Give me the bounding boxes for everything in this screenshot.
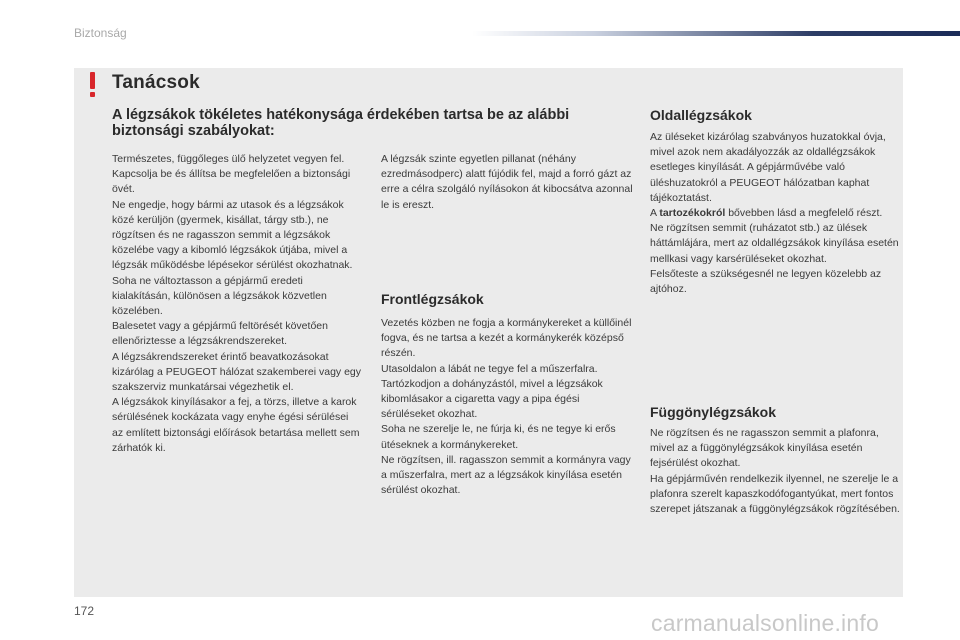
side-airbags-text bbox=[650, 130, 900, 297]
exclamation-bar bbox=[90, 72, 95, 89]
general-rules-text: Természetes, függőleges ülő helyzetet vegyen fel. Kapcsolja be és állítsa be megfelelően a biztonsági övét. Ne engedje, hogy bármi az utasok és a légzsákok közé kerüljön (gyermek, kisállat, tárgy stb.), ne rögzítsen és ne ragasszon semmit a légzsákok közelébe vagy a kibomló légzsákok útjába, mivel a légzsák működésbe lépésekor sérülést okozhatnak. Soha ne változtasson a gépjármű eredeti kialakításán, különösen a légzsákok közvetlen közelében. Balesetet vagy a gépjármű feltörését követően ellenőriztesse a légzsákrendszereket. A légzsákrendszereket érintő beavatkozásokat kizárólag a PEUGEOT hálózat szakemberei vagy egy szakszerviz munkatársai végezhetik el. A légzsákok kinyílásakor a fej, a törzs, illetve a karok sérülésének kockázata vagy enyhe égési sérülései az említett biztonsági előírások betartása mellett sem zárhatók ki. bbox=[112, 153, 362, 454]
curtain-airbags-heading: Függönylégzsákok bbox=[650, 404, 777, 420]
header-rule bbox=[472, 31, 960, 36]
panel-title: Tanácsok bbox=[112, 72, 200, 93]
side-text-part-1: Az üléseket kizárólag szabványos huzatokkal óvja, mivel azok nem akadályozzák az oldallégzsákok esetleges kinyílását. A gépjárművébe való üléshuzatokról a PEUGEOT hálózatban kaphat tájékoztatást. A bbox=[650, 131, 886, 220]
lead-heading: A légzsákok tökéletes hatékonysága érdekében tartsa be az alábbi biztonsági szabályokat: bbox=[112, 107, 570, 139]
front-airbags-heading: Frontlégzsákok bbox=[381, 291, 484, 307]
side-text-part-2: bővebben lásd a megfelelő részt. Ne rögzítsen semmit (ruházatot stb.) az ülések háttámlájára, mert az oldallégzsákok kinyílása esetén mellkasi vagy karsérüléseket okozhat. Felsőteste a szükségesnél ne legyen közelebb az ajtóhoz. bbox=[650, 207, 899, 296]
section-header: Biztonság bbox=[74, 26, 127, 40]
watermark: carmanualsonline.info bbox=[651, 610, 879, 636]
side-airbags-heading: Oldallégzsákok bbox=[650, 107, 752, 123]
front-airbags-text: Vezetés közben ne fogja a kormánykereket a küllőinél fogva, és ne tartsa a kezét a kormánykerék középső részén. Utasoldalon a lábát ne tegye fel a műszerfalra. Tartózkodjon a dohányzástól, mivel a légzsákok kibomlásakor a cigaretta vagy a pipa égési sérüléseket okozhat. Soha ne szerelje le, ne fúrja ki, és ne tegye ki erős ütéseknek a kormánykereket. Ne rögzítsen, ill. ragasszon semmit a kormányra vagy a műszerfalra, mert az a légzsákok kinyílása esetén sérülést okozhat. bbox=[381, 317, 632, 497]
curtain-airbags-text: Ne rögzítsen és ne ragasszon semmit a plafonra, mivel az a függönylégzsákok kinyílása esetén fejsérülést okozhat. Ha gépjárművén rendelkezik ilyennel, ne szerelje le a plafonra szerelt kapaszkodófogantyúkat, mert fontos szerepet játszanak a függönylégzsákok rögzítésében. bbox=[650, 427, 900, 516]
accessories-link-text: tartozékokról bbox=[659, 207, 726, 220]
exclamation-mark-icon bbox=[87, 70, 99, 98]
exclamation-dot bbox=[90, 92, 95, 97]
inflation-note-text: A légzsák szinte egyetlen pillanat (néhány ezredmásodperc) alatt fújódik fel, majd a forró gázt az erre a célra szolgáló nyílásokon át kibocsátva azonnal le is ereszt. bbox=[381, 153, 633, 211]
page-number: 172 bbox=[74, 604, 95, 618]
